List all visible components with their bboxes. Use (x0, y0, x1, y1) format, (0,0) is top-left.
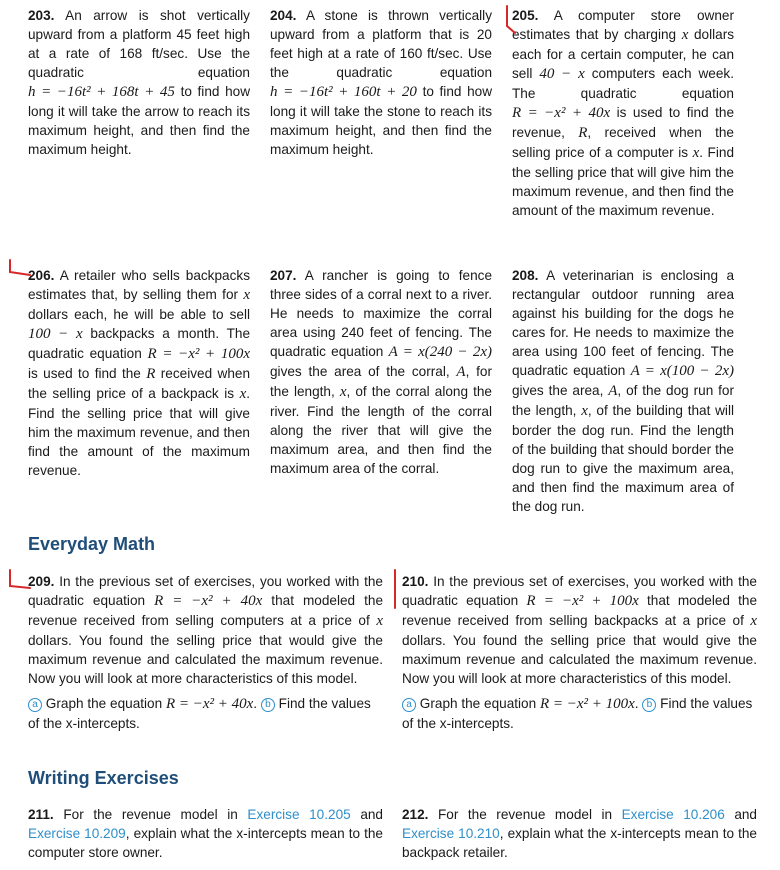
equation: h = −16t² + 168t + 45 (28, 84, 175, 100)
equation: A = x(240 − 2x) (388, 344, 492, 360)
exercise-link-10-205[interactable]: Exercise 10.205 (247, 807, 351, 822)
exercise-number: 205. (512, 8, 539, 23)
part-b-marker: b (642, 698, 656, 712)
exercise-207: 207. A rancher is going to fence three sides of a corral next to a river. He needs to maximize the corral area using 240 feet of fencing. The quadratic equation A = x(240 − 2x) gives the area of the corral, A, for the length, x, of the corral along the river. Find the length of the corral along the river that will give the maximum area, and then find the maximum area of the corral. (270, 268, 493, 476)
part-b-marker: b (261, 698, 275, 712)
red-check-mark-205 (504, 4, 518, 38)
exercise-204: 204. A stone is thrown vertically upward from a platform that is 20 feet high at a rate of 160 ft/sec. Use the quadratic equation h = −16t² + 160t + 20 to find how long it will take the stone to reach its maximum height, and then find the maximum height. (270, 8, 493, 157)
section-title-everyday-math: Everyday Math (28, 534, 156, 554)
exercise-link-10-209[interactable]: Exercise 10.209 (28, 826, 126, 841)
equation: A = x(100 − 2x) (630, 363, 734, 379)
exercise-number: 209. (28, 574, 55, 589)
exercise-210: 210. In the previous set of exercises, you worked with the quadratic equation R = −x² + 100x that modeled the revenue received from selling backpacks at a price of x dollars. You found the selling price that would give the maximum revenue and calculated the maximum revenue. Now you will look at more characteristics of this model. a Graph the equation R = −x² + 100x. b Find the values of the x-intercepts. (402, 574, 758, 731)
equation: h = −16t² + 160t + 20 (270, 84, 417, 100)
red-bracket-mark-206 (6, 258, 32, 280)
equation: R = −x² + 100x (526, 593, 639, 609)
part-a-marker: a (28, 698, 42, 712)
exercise-number: 204. (270, 8, 297, 23)
subparts: a Graph the equation R = −x² + 100x. b Find the values of the x-intercepts. (402, 696, 753, 731)
subparts: a Graph the equation R = −x² + 40x. b Find the values of the x-intercepts. (28, 696, 371, 731)
exercise-number: 206. (28, 268, 55, 283)
red-bracket-mark-209 (6, 568, 32, 592)
equation: R = −x² + 40x (512, 105, 611, 121)
exercise-number: 211. (28, 807, 54, 822)
exercise-number: 212. (402, 807, 429, 822)
equation: R = −x² + 40x (165, 696, 254, 712)
exercise-206: 206. A retailer who sells backpacks estimates that, by selling them for x dollars each, he will be able to sell 100 − x backpacks a month. The quadratic equation R = −x² + 100x is used to find the R received when the selling price of a backpack is x. Find the selling price that will give him the maximum revenue, and then find the amount of the maximum revenue. (28, 268, 251, 478)
equation: 40 − x (539, 66, 585, 82)
part-a-marker: a (402, 698, 416, 712)
equation: 100 − x (28, 326, 83, 342)
exercise-203: 203. An arrow is shot vertically upward from a platform 45 feet high at a rate of 168 ft/sec. Use the quadratic equation h = −16t² + 168t + 45 to find how long it will take the arrow to reach its maximum height, and then find the maximum height. (28, 8, 251, 157)
exercise-212: 212. For the revenue model in Exercise 10.206 and Exercise 10.210, explain what the x-intercepts mean to the backpack retailer. (402, 807, 757, 860)
exercise-number: 208. (512, 268, 539, 283)
exercise-link-10-206[interactable]: Exercise 10.206 (621, 807, 725, 822)
section-title-writing-exercises: Writing Exercises (28, 768, 179, 788)
red-bracket-mark-210 (392, 568, 406, 610)
equation: R = −x² + 100x (539, 696, 635, 712)
exercise-209: 209. In the previous set of exercises, you worked with the quadratic equation R = −x² + 40x that modeled the revenue received from selling computers at a price of x dollars. You found the selling price that would give the maximum revenue and calculated the maximum revenue. Now you will look at more characteristics of this model. a Graph the equation R = −x² + 40x. b Find the values of the x-intercepts. (28, 574, 384, 731)
exercise-number: 210. (402, 574, 429, 589)
exercise-208: 208. A veterinarian is enclosing a rectangular outdoor running area against his building for the dogs he cares for. He needs to maximize the area using 100 feet of fencing. The quadratic equation A = x(100 − 2x) gives the area, A, of the dog run for the length, x, of the building that will border the dog run. Find the length of the building that should border the dog run to give the maximum area, and then find the maximum area of the dog run. (512, 268, 735, 514)
exercise-205: 205. A computer store owner estimates that by charging x dollars each for a certain computer, he can sell 40 − x computers each week. The quadratic equation R = −x² + 40x is used to find the revenue, R, received when the selling price of a computer is x. Find the selling price that will give him the maximum revenue, and then find the amount of the maximum revenue. (512, 8, 735, 218)
equation: R = −x² + 40x (154, 593, 263, 609)
exercise-link-10-210[interactable]: Exercise 10.210 (402, 826, 500, 841)
equation: R = −x² + 100x (147, 346, 251, 362)
exercise-number: 207. (270, 268, 297, 283)
exercise-211: 211. For the revenue model in Exercise 10.205 and Exercise 10.209, explain what the x-intercepts mean to the computer store owner. (28, 807, 383, 860)
exercise-number: 203. (28, 8, 55, 23)
